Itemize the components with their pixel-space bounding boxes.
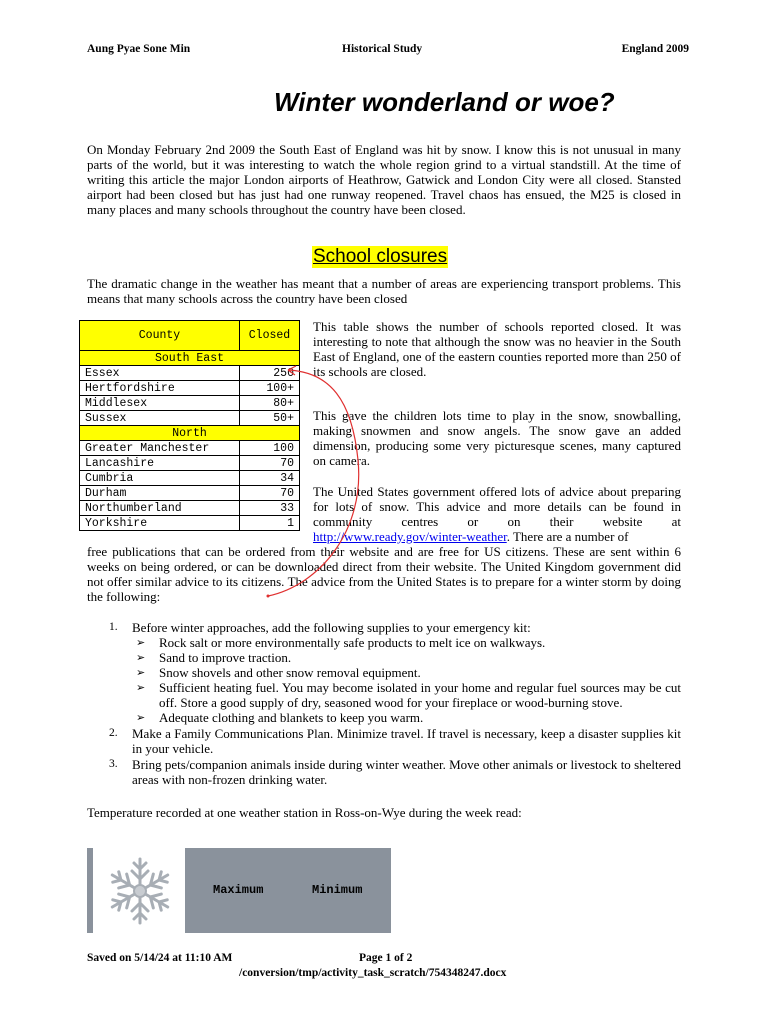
supply-text: Snow shovels and other snow removal equipment. — [159, 665, 421, 680]
us-advice-paragraph — [313, 484, 681, 544]
arrow-bullet-icon: ➢ — [136, 711, 146, 724]
continuation-paragraph: free publications that can be ordered from their website and are free for US citizens. These are sent within 6 weeks on being ordered, or can be downloaded direct from their website. The United Kingdom government did not offer similar advice to its citizens. The advice from the United States is to prepare for a winter storm by doing the following: — [87, 544, 681, 604]
closed-cell: 80+ — [240, 396, 300, 411]
list-item — [132, 710, 681, 725]
region-row: North — [80, 426, 300, 441]
page-header — [87, 43, 689, 59]
article-title: Winter wonderland or woe? — [274, 87, 615, 117]
header-subject: Historical Study — [342, 43, 423, 55]
county-cell: Lancashire — [80, 456, 240, 471]
table-row — [80, 396, 300, 411]
list-item — [132, 665, 681, 680]
county-cell: Yorkshire — [80, 516, 240, 531]
step-number: 2. — [109, 727, 118, 739]
header-county: County — [80, 321, 240, 351]
closed-cell: 100+ — [240, 381, 300, 396]
arrow-bullet-icon: ➢ — [136, 666, 146, 679]
section-heading: School closures — [313, 246, 448, 267]
us-advice-text: The United States government offered lots of advice about preparing for lots of snow. This advice and more details can be found in community centres or on their website at — [313, 484, 681, 529]
closed-cell: 70 — [240, 456, 300, 471]
step-text: Before winter approaches, add the following supplies to your emergency kit: — [132, 620, 531, 635]
footer-page-number: Page 1 of 2 — [359, 952, 413, 964]
county-cell: Hertfordshire — [80, 381, 240, 396]
step-number: 3. — [109, 758, 118, 770]
supply-text: Rock salt or more environmentally safe products to melt ice on walkways. — [159, 635, 546, 650]
footer-saved: Saved on 5/14/24 at 11:10 AM — [87, 952, 233, 964]
ready-gov-link[interactable]: http://www.ready.gov/winter-weather — [313, 529, 507, 544]
supply-text: Adequate clothing and blankets to keep you warm. — [159, 710, 424, 725]
supply-text: Sand to improve traction. — [159, 650, 292, 665]
minimum-label: Minimum — [312, 883, 363, 897]
closed-cell: 33 — [240, 501, 300, 516]
arrow-bullet-icon: ➢ — [136, 651, 146, 664]
table-row — [80, 381, 300, 396]
county-cell: Sussex — [80, 411, 240, 426]
table-row — [80, 411, 300, 426]
arrow-bullet-icon: ➢ — [136, 636, 146, 649]
closed-cell: 1 — [240, 516, 300, 531]
county-cell: Cumbria — [80, 471, 240, 486]
step-text: Make a Family Communications Plan. Minimize travel. If travel is necessary, keep a disaster supplies kit in your vehicle. — [132, 726, 681, 756]
table-header-row — [80, 321, 300, 351]
closed-cell: 250 — [240, 366, 300, 381]
table-row — [80, 486, 300, 501]
region-row: South East — [80, 351, 300, 366]
intro-paragraph: On Monday February 2nd 2009 the South East of England was hit by snow. I know this is not unusual in many parts of the world, but it was interesting to watch the whole region grind to a virtual standstill. At the time of writing this article the major London airports of Heathrow, Gatwick and London City were all closed. Stansted airport had been closed but has just had one runway reopened. Travel chaos has ensued, the M25 is closed in many places and many schools throughout the country have been closed. — [87, 142, 681, 217]
closed-cell: 70 — [240, 486, 300, 501]
school-closures-table — [79, 320, 300, 531]
county-cell: Durham — [80, 486, 240, 501]
table-row — [80, 516, 300, 531]
table-description: This table shows the number of schools reported closed. It was interesting to note that although the snow was no heavier in the South East of England, one of the eastern counties reported more than 250 of its schools are closed. — [313, 319, 681, 379]
county-cell: Northumberland — [80, 501, 240, 516]
list-item — [87, 726, 681, 756]
table-row — [80, 366, 300, 381]
table-row — [80, 501, 300, 516]
header-location-year: England 2009 — [621, 43, 689, 55]
table-row — [80, 471, 300, 486]
arrow-bullet-icon: ➢ — [136, 681, 146, 694]
step-number: 1. — [109, 621, 118, 633]
list-item — [132, 680, 681, 710]
list-item — [87, 757, 681, 787]
table-row — [80, 441, 300, 456]
table-row — [80, 456, 300, 471]
county-cell: Middlesex — [80, 396, 240, 411]
snowflake-icon — [93, 848, 185, 933]
header-author: Aung Pyae Sone Min — [87, 43, 191, 55]
us-advice-tail: . There are a number of — [506, 529, 629, 544]
temperature-header-box — [185, 848, 391, 933]
weather-box — [87, 848, 391, 933]
header-closed: Closed — [240, 321, 300, 351]
supply-text: Sufficient heating fuel. You may become isolated in your home and regular fuel sources may be cut off. Store a good supply of dry, seasoned wood for your fireplace or wood-burning stove. — [159, 680, 681, 710]
closed-cell: 100 — [240, 441, 300, 456]
supplies-list — [132, 635, 681, 725]
county-cell: Essex — [80, 366, 240, 381]
closed-cell: 50+ — [240, 411, 300, 426]
preparation-steps — [87, 620, 681, 788]
county-cell: Greater Manchester — [80, 441, 240, 456]
temperature-intro: Temperature recorded at one weather station in Ross-on-Wye during the week read: — [87, 805, 522, 820]
snow-play-paragraph: This gave the children lots time to play in the snow, snowballing, making snowmen and snow angels. The snow gave an added dimension, producing some very picturesque scenes, many captured on camera. — [313, 408, 681, 468]
maximum-label: Maximum — [213, 883, 264, 897]
list-item — [132, 650, 681, 665]
list-item — [87, 620, 681, 725]
step-text: Bring pets/companion animals inside during winter weather. Move other animals or livestock to sheltered areas with non-frozen drinking water. — [132, 757, 681, 787]
footer-file-path: /conversion/tmp/activity_task_scratch/754348247.docx — [239, 967, 507, 979]
list-item — [132, 635, 681, 650]
closed-cell: 34 — [240, 471, 300, 486]
section-intro: The dramatic change in the weather has meant that a number of areas are experiencing transport problems. This means that many schools across the country have been closed — [87, 276, 681, 306]
